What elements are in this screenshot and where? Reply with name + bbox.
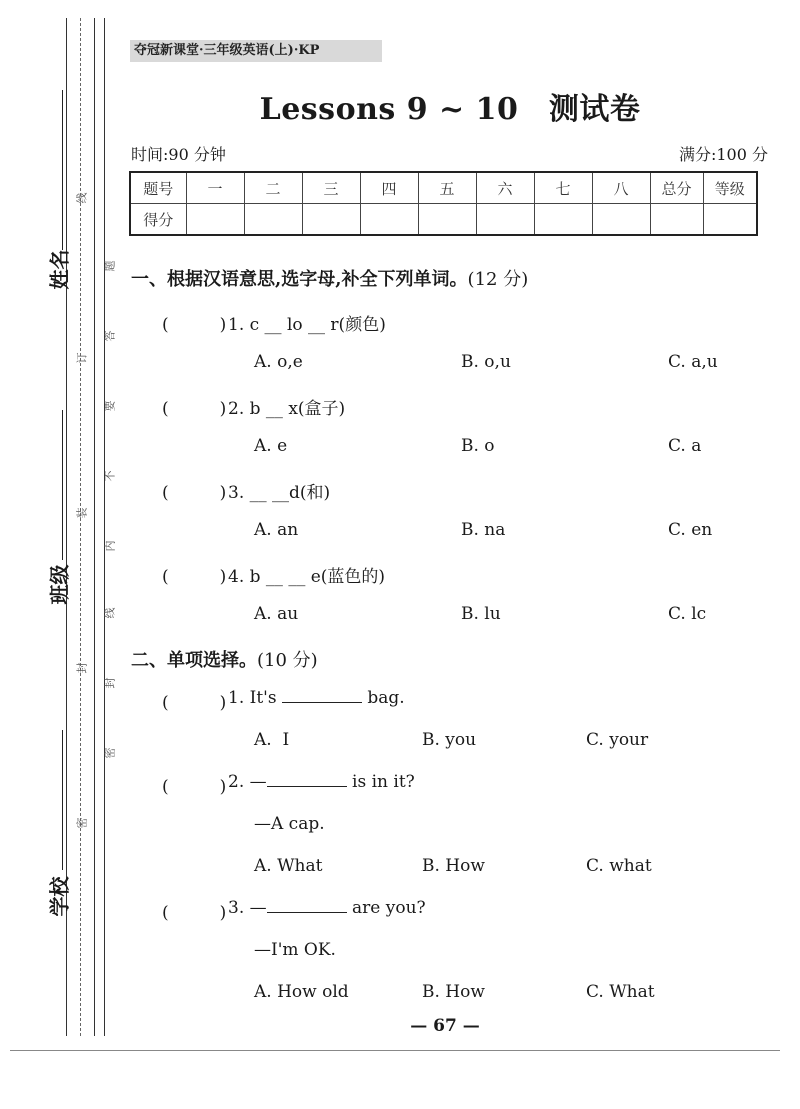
option-b: B. o (461, 436, 495, 456)
question-stem-post: are you? (352, 898, 426, 918)
score-input-cell[interactable] (476, 204, 534, 236)
score-table-cell: 五 (418, 172, 476, 204)
score-input-cell[interactable] (534, 204, 592, 236)
answer-paren[interactable]: ( ) (162, 693, 227, 713)
seal-char: 要 (103, 400, 117, 412)
school-write-line (62, 730, 63, 870)
option-a: A. au (254, 604, 299, 624)
option-a: A. e (254, 436, 288, 456)
margin-dashed-line (80, 18, 81, 1036)
question-stem: 1. c __ lo __ r(颜色) (228, 315, 386, 335)
option-c: C. your (586, 730, 649, 750)
seal-char: 装 (75, 507, 89, 519)
score-table-cell: 题号 (130, 172, 186, 204)
section2-title (131, 646, 318, 672)
section2-title-text: 二、单项选择。 (131, 650, 257, 671)
class-label: 班级 (47, 564, 72, 605)
score-table (129, 171, 758, 236)
question-stem: 3. __ __d(和) (228, 483, 331, 503)
score-input-cell[interactable] (418, 204, 476, 236)
answer-paren[interactable]: ( ) (162, 399, 227, 419)
seal-char: 封 (103, 677, 117, 689)
section1-title (131, 265, 528, 291)
option-c: C. what (586, 856, 652, 876)
page-bottom-rule (10, 1050, 780, 1051)
exam-time: 时间:90 分钟 (131, 145, 226, 164)
question-stem-pre: 1. It's (228, 688, 277, 708)
question-stem-pre: 3. — (228, 898, 267, 918)
score-table-cell: 八 (592, 172, 650, 204)
score-table-cell: 一 (186, 172, 244, 204)
seal-char: 线 (75, 192, 89, 204)
seal-char: 题 (103, 260, 117, 272)
seal-char: 不 (103, 470, 117, 482)
option-c: C. en (668, 520, 713, 540)
score-table-cell: 得分 (130, 204, 186, 236)
score-input-cell[interactable] (302, 204, 360, 236)
answer-paren[interactable]: ( ) (162, 483, 227, 503)
answer-blank[interactable] (282, 688, 362, 703)
score-table-header-row (130, 172, 757, 204)
score-input-cell[interactable] (186, 204, 244, 236)
score-table-cell: 七 (534, 172, 592, 204)
answer-paren[interactable]: ( ) (162, 315, 227, 335)
full-score: 满分:100 分 (678, 145, 768, 164)
option-c: C. a,u (668, 352, 718, 372)
question-stem (228, 688, 405, 708)
page-title: Lessons 9 ~ 10 测试卷 (259, 92, 641, 127)
score-table-score-row (130, 204, 757, 236)
option-c: C. What (586, 982, 655, 1002)
section1-points: (12 分) (467, 269, 529, 290)
question-stem-pre: 2. — (228, 772, 267, 792)
answer-paren[interactable]: ( ) (162, 777, 227, 797)
section2-points: (10 分) (257, 650, 318, 671)
score-table-cell: 二 (244, 172, 302, 204)
question-stem: 4. b __ __ e(蓝色的) (228, 567, 386, 587)
margin-line-inner (104, 18, 105, 1036)
score-input-cell[interactable] (650, 204, 703, 236)
seal-char: 封 (75, 662, 89, 674)
question-stem-post: is in it? (352, 772, 415, 792)
score-table-cell: 六 (476, 172, 534, 204)
score-input-cell[interactable] (592, 204, 650, 236)
option-b: B. How (422, 856, 485, 876)
question-stem-post: bag. (367, 688, 405, 708)
margin-line-middle (94, 18, 95, 1036)
score-input-cell[interactable] (244, 204, 302, 236)
answer-blank[interactable] (267, 772, 347, 787)
seal-char: 线 (103, 607, 117, 619)
question-stem: 2. b __ x(盒子) (228, 399, 346, 419)
score-table-cell: 三 (302, 172, 360, 204)
seal-char: 订 (75, 352, 89, 364)
score-table-cell: 四 (360, 172, 418, 204)
option-a: A. I (254, 730, 290, 750)
class-write-line (62, 410, 63, 560)
score-table-cell: 等级 (703, 172, 757, 204)
question-stem (228, 898, 426, 918)
score-table-cell: 总分 (650, 172, 703, 204)
question-reply: —A cap. (254, 814, 325, 834)
option-c: C. a (668, 436, 702, 456)
option-c: C. lc (668, 604, 707, 624)
option-b: B. na (461, 520, 506, 540)
option-b: B. o,u (461, 352, 511, 372)
option-a: A. How old (254, 982, 349, 1002)
seal-char: 密 (103, 747, 117, 759)
option-a: A. o,e (254, 352, 303, 372)
page-number: — 67 — (410, 1016, 480, 1036)
answer-blank[interactable] (267, 898, 347, 913)
question-reply: —I'm OK. (254, 940, 336, 960)
option-a: A. What (254, 856, 323, 876)
option-b: B. lu (461, 604, 501, 624)
school-label: 学校 (47, 876, 72, 917)
answer-paren[interactable]: ( ) (162, 903, 227, 923)
seal-char: 答 (103, 330, 117, 342)
answer-paren[interactable]: ( ) (162, 567, 227, 587)
option-a: A. an (254, 520, 299, 540)
option-b: B. you (422, 730, 477, 750)
section1-title-text: 一、根据汉语意思,选字母,补全下列单词。 (131, 269, 468, 290)
score-input-cell[interactable] (360, 204, 418, 236)
question-stem (228, 772, 415, 792)
seal-char: 内 (103, 540, 117, 552)
seal-char: 密 (75, 817, 89, 829)
option-b: B. How (422, 982, 485, 1002)
score-input-cell[interactable] (703, 204, 757, 236)
name-label: 姓名 (47, 249, 72, 290)
series-header: 夺冠新课堂·三年级英语(上)·KP (130, 40, 382, 62)
